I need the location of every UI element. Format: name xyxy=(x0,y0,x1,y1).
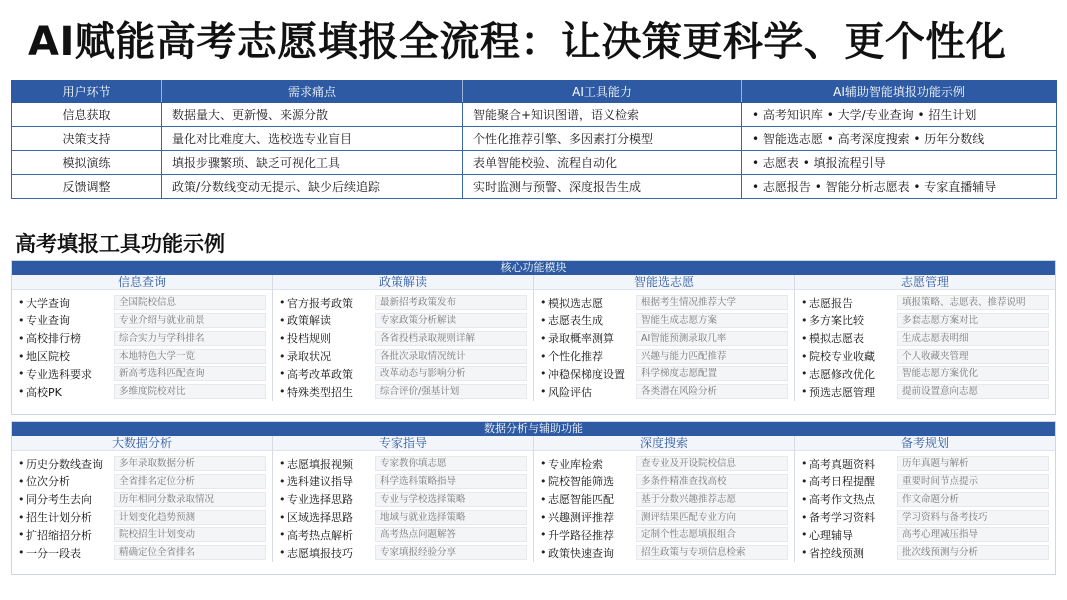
function-description: 各类潜在风险分析 xyxy=(636,384,788,399)
function-name: 高校PK xyxy=(26,385,62,399)
function-description: 定制个性志愿填报组合 xyxy=(636,527,788,542)
function-item xyxy=(540,347,788,364)
bullet-icon: • xyxy=(18,367,25,381)
function-name: 志愿填报视频 xyxy=(287,457,353,471)
table-cell: 反馈调整 xyxy=(12,175,162,199)
bullet-icon: • xyxy=(18,492,25,506)
bullet-icon: • xyxy=(18,546,25,560)
table-row xyxy=(12,127,1057,151)
bullet-icon: • xyxy=(279,474,286,488)
bullet-icon: • xyxy=(540,296,547,310)
function-description: 综合评价/强基计划 xyxy=(375,384,527,399)
bullet-icon: • xyxy=(801,528,808,542)
function-category xyxy=(795,436,1055,562)
function-name: 高考真题资料 xyxy=(809,457,875,471)
function-description: 最新招考政策发布 xyxy=(375,295,527,310)
bullet-icon: • xyxy=(801,296,808,310)
function-category xyxy=(534,436,795,562)
function-name: 政策快速查询 xyxy=(548,546,614,560)
function-description: 智能生成志愿方案 xyxy=(636,313,788,328)
function-item xyxy=(18,312,266,329)
function-name: 同分考生去向 xyxy=(26,493,92,507)
function-item xyxy=(279,491,527,508)
bullet-icon: • xyxy=(18,331,25,345)
bullet-icon: • xyxy=(18,313,25,327)
function-description: 综合实力与学科排名 xyxy=(114,331,266,346)
function-description: 各省投档录取规则详解 xyxy=(375,331,527,346)
function-name: 投档规则 xyxy=(287,332,331,346)
bullet-icon: • xyxy=(540,492,547,506)
function-item xyxy=(540,330,788,347)
function-description: 院校招生计划变动 xyxy=(114,527,266,542)
bullet-icon: • xyxy=(540,510,547,524)
function-name: 备考学习资料 xyxy=(809,511,875,525)
bullet-icon: • xyxy=(279,528,286,542)
function-item xyxy=(801,347,1049,364)
function-name: 模拟志愿表 xyxy=(809,332,864,346)
category-title: 信息查询 xyxy=(12,275,272,290)
function-name: 高考改革政策 xyxy=(287,367,353,381)
function-name: 院校智能筛选 xyxy=(548,475,614,489)
function-item xyxy=(279,312,527,329)
function-name: 高校排行榜 xyxy=(26,332,81,346)
bullet-icon: • xyxy=(540,474,547,488)
function-item xyxy=(279,508,527,525)
function-name: 扩招缩招分析 xyxy=(26,528,92,542)
function-description: 填报策略、志愿表、推荐说明 xyxy=(897,295,1049,310)
function-item xyxy=(279,365,527,382)
table-cell: • 高考知识库 • 大学/专业查询 • 招生计划 xyxy=(742,103,1057,127)
function-name: 省控线预测 xyxy=(809,546,864,560)
function-item xyxy=(18,491,266,508)
function-item xyxy=(801,526,1049,543)
function-item xyxy=(279,544,527,561)
function-name: 特殊类型招生 xyxy=(287,385,353,399)
function-description: 全省排名定位分析 xyxy=(114,474,266,489)
function-description: 专业介绍与就业前景 xyxy=(114,313,266,328)
table-header-cell: AI辅助智能填报功能示例 xyxy=(742,81,1057,103)
function-name: 高考热点解析 xyxy=(287,528,353,542)
function-item xyxy=(801,508,1049,525)
table-row xyxy=(12,103,1057,127)
function-name: 志愿表生成 xyxy=(548,314,603,328)
table-cell: 数据量大、更新慢、来源分散 xyxy=(162,103,463,127)
function-name: 升学路径推荐 xyxy=(548,528,614,542)
function-name: 院校专业收藏 xyxy=(809,350,875,364)
workflow-table xyxy=(11,80,1057,199)
function-item xyxy=(801,473,1049,490)
function-name: 历史分数线查询 xyxy=(26,457,103,471)
function-description: 个人收藏夹管理 xyxy=(897,349,1049,364)
page-title: AI赋能高考志愿填报全流程：让决策更科学、更个性化 xyxy=(28,19,1007,65)
function-item xyxy=(801,544,1049,561)
function-description: 提前设置意向志愿 xyxy=(897,384,1049,399)
function-item xyxy=(540,294,788,311)
function-item xyxy=(801,491,1049,508)
panel-columns xyxy=(12,436,1055,562)
bullet-icon: • xyxy=(279,313,286,327)
table-cell: 信息获取 xyxy=(12,103,162,127)
bullet-icon: • xyxy=(540,331,547,345)
function-name: 志愿智能匹配 xyxy=(548,493,614,507)
bullet-icon: • xyxy=(18,528,25,542)
bullet-icon: • xyxy=(801,313,808,327)
bullet-icon: • xyxy=(279,349,286,363)
category-title: 深度搜索 xyxy=(534,436,794,451)
function-name: 高考日程提醒 xyxy=(809,475,875,489)
function-category xyxy=(534,275,795,401)
function-name: 录取概率测算 xyxy=(548,332,614,346)
bullet-icon: • xyxy=(18,296,25,310)
table-cell: 决策支持 xyxy=(12,127,162,151)
function-item xyxy=(801,383,1049,400)
category-title: 大数据分析 xyxy=(12,436,272,451)
analysis-functions-panel xyxy=(11,421,1056,575)
function-item xyxy=(18,383,266,400)
category-title: 志愿管理 xyxy=(795,275,1055,290)
bullet-icon: • xyxy=(18,349,25,363)
function-name: 兴趣测评推荐 xyxy=(548,511,614,525)
function-description: 专业与学校选择策略 xyxy=(375,492,527,507)
function-item xyxy=(18,365,266,382)
table-cell: 政策/分数线变动无提示、缺少后续追踪 xyxy=(162,175,463,199)
panel-header: 核心功能模块 xyxy=(12,261,1055,275)
function-description: 生成志愿表明细 xyxy=(897,331,1049,346)
function-description: 作文命题分析 xyxy=(897,492,1049,507)
bullet-icon: • xyxy=(279,546,286,560)
function-description: 根据考生情况推荐大学 xyxy=(636,295,788,310)
panel-header: 数据分析与辅助功能 xyxy=(12,422,1055,436)
function-description: 兴趣与能力匹配推荐 xyxy=(636,349,788,364)
function-item xyxy=(801,294,1049,311)
bullet-icon: • xyxy=(18,474,25,488)
table-row xyxy=(12,151,1057,175)
bullet-icon: • xyxy=(540,313,547,327)
bullet-icon: • xyxy=(18,457,25,471)
bullet-icon: • xyxy=(279,492,286,506)
function-name: 多方案比较 xyxy=(809,314,864,328)
bullet-icon: • xyxy=(801,385,808,399)
function-item xyxy=(279,473,527,490)
bullet-icon: • xyxy=(801,457,808,471)
function-name: 心理辅导 xyxy=(809,528,853,542)
function-description: 科学选科策略指导 xyxy=(375,474,527,489)
function-description: 基于分数兴趣推荐志愿 xyxy=(636,492,788,507)
table-header-cell: AI工具能力 xyxy=(463,81,742,103)
function-name: 官方报考政策 xyxy=(287,296,353,310)
function-item xyxy=(801,312,1049,329)
panel-columns xyxy=(12,275,1055,401)
bullet-icon: • xyxy=(540,457,547,471)
table-cell: 实时监测与预警、深度报告生成 xyxy=(463,175,742,199)
function-name: 政策解读 xyxy=(287,314,331,328)
function-name: 位次分析 xyxy=(26,475,70,489)
function-name: 录取状况 xyxy=(287,350,331,364)
function-name: 专业选择思路 xyxy=(287,493,353,507)
table-cell: 个性化推荐引擎、多因素打分模型 xyxy=(463,127,742,151)
function-description: 测评结果匹配专业方向 xyxy=(636,510,788,525)
table-cell: 表单智能校验、流程自动化 xyxy=(463,151,742,175)
function-item xyxy=(18,330,266,347)
table-header-cell: 需求痛点 xyxy=(162,81,463,103)
function-description: 批次线预测与分析 xyxy=(897,545,1049,560)
function-description: 地域与就业选择策略 xyxy=(375,510,527,525)
table-cell: 填报步骤繁琐、缺乏可视化工具 xyxy=(162,151,463,175)
bullet-icon: • xyxy=(801,474,808,488)
function-name: 招生计划分析 xyxy=(26,511,92,525)
function-item xyxy=(18,526,266,543)
bullet-icon: • xyxy=(540,349,547,363)
function-item xyxy=(540,473,788,490)
function-description: AI智能预测录取几率 xyxy=(636,331,788,346)
function-name: 个性化推荐 xyxy=(548,350,603,364)
function-description: 专家政策分析解读 xyxy=(375,313,527,328)
function-name: 高考作文热点 xyxy=(809,493,875,507)
bullet-icon: • xyxy=(279,510,286,524)
table-cell: 模拟演练 xyxy=(12,151,162,175)
function-item xyxy=(18,473,266,490)
function-item xyxy=(540,312,788,329)
function-item xyxy=(18,347,266,364)
core-functions-panel xyxy=(11,260,1056,415)
function-item xyxy=(540,508,788,525)
table-cell: • 智能选志愿 • 高考深度搜索 • 历年分数线 xyxy=(742,127,1057,151)
function-item xyxy=(540,526,788,543)
function-item xyxy=(801,365,1049,382)
bullet-icon: • xyxy=(801,492,808,506)
function-item xyxy=(540,383,788,400)
bullet-icon: • xyxy=(279,457,286,471)
function-name: 选科建议指导 xyxy=(287,475,353,489)
function-name: 大学查询 xyxy=(26,296,70,310)
function-description: 专家填报经验分享 xyxy=(375,545,527,560)
function-description: 科学梯度志愿配置 xyxy=(636,366,788,381)
function-description: 历年真题与解析 xyxy=(897,456,1049,471)
function-name: 区域选择思路 xyxy=(287,511,353,525)
function-item xyxy=(279,347,527,364)
function-item xyxy=(540,365,788,382)
function-description: 新高考选科匹配查询 xyxy=(114,366,266,381)
category-title: 专家指导 xyxy=(273,436,533,451)
bullet-icon: • xyxy=(279,296,286,310)
table-header-row xyxy=(12,81,1057,103)
function-item xyxy=(540,491,788,508)
function-item xyxy=(279,330,527,347)
table-cell: • 志愿表 • 填报流程引导 xyxy=(742,151,1057,175)
function-description: 学习资料与备考技巧 xyxy=(897,510,1049,525)
function-name: 模拟选志愿 xyxy=(548,296,603,310)
function-description: 本地特色大学一览 xyxy=(114,349,266,364)
function-description: 多套志愿方案对比 xyxy=(897,313,1049,328)
function-category xyxy=(12,275,273,401)
function-category xyxy=(795,275,1055,401)
function-description: 改革动态与影响分析 xyxy=(375,366,527,381)
bullet-icon: • xyxy=(279,385,286,399)
bullet-icon: • xyxy=(540,385,547,399)
bullet-icon: • xyxy=(18,510,25,524)
bullet-icon: • xyxy=(540,528,547,542)
table-cell: 量化对比难度大、选校选专业盲目 xyxy=(162,127,463,151)
function-description: 历年相同分数录取情况 xyxy=(114,492,266,507)
table-cell: • 志愿报告 • 智能分析志愿表 • 专家直播辅导 xyxy=(742,175,1057,199)
bullet-icon: • xyxy=(801,510,808,524)
function-name: 志愿修改优化 xyxy=(809,367,875,381)
function-description: 招生政策与专项信息检索 xyxy=(636,545,788,560)
bullet-icon: • xyxy=(801,546,808,560)
function-category xyxy=(273,436,534,562)
function-item xyxy=(279,294,527,311)
function-description: 多维度院校对比 xyxy=(114,384,266,399)
function-description: 高考热点问题解答 xyxy=(375,527,527,542)
bullet-icon: • xyxy=(279,331,286,345)
bullet-icon: • xyxy=(18,385,25,399)
function-item xyxy=(801,330,1049,347)
function-description: 查专业及开设院校信息 xyxy=(636,456,788,471)
function-name: 预选志愿管理 xyxy=(809,385,875,399)
table-header-cell: 用户环节 xyxy=(12,81,162,103)
bullet-icon: • xyxy=(801,349,808,363)
function-item xyxy=(18,294,266,311)
function-item xyxy=(279,526,527,543)
function-name: 冲稳保梯度设置 xyxy=(548,367,625,381)
bullet-icon: • xyxy=(801,331,808,345)
function-description: 智能志愿方案优化 xyxy=(897,366,1049,381)
function-description: 高考心理减压指导 xyxy=(897,527,1049,542)
function-item xyxy=(279,455,527,472)
function-description: 精确定位全省排名 xyxy=(114,545,266,560)
function-name: 一分一段表 xyxy=(26,546,81,560)
function-item xyxy=(18,508,266,525)
category-title: 备考规划 xyxy=(795,436,1055,451)
function-item xyxy=(18,544,266,561)
function-description: 重要时间节点提示 xyxy=(897,474,1049,489)
function-item xyxy=(18,455,266,472)
function-description: 计划变化趋势预测 xyxy=(114,510,266,525)
function-category xyxy=(273,275,534,401)
function-name: 专业选科要求 xyxy=(26,367,92,381)
function-item xyxy=(540,455,788,472)
section-title: 高考填报工具功能示例 xyxy=(15,232,225,256)
function-description: 专家教你填志愿 xyxy=(375,456,527,471)
table-cell: 智能聚合+知识图谱，语义检索 xyxy=(463,103,742,127)
function-name: 专业库检索 xyxy=(548,457,603,471)
table-row xyxy=(12,175,1057,199)
category-title: 智能选志愿 xyxy=(534,275,794,290)
bullet-icon: • xyxy=(279,367,286,381)
function-name: 地区院校 xyxy=(26,350,70,364)
function-item xyxy=(279,383,527,400)
function-name: 风险评估 xyxy=(548,385,592,399)
function-item xyxy=(801,455,1049,472)
function-name: 志愿填报技巧 xyxy=(287,546,353,560)
category-title: 政策解读 xyxy=(273,275,533,290)
bullet-icon: • xyxy=(540,367,547,381)
bullet-icon: • xyxy=(540,546,547,560)
function-category xyxy=(12,436,273,562)
function-description: 全国院校信息 xyxy=(114,295,266,310)
bullet-icon: • xyxy=(801,367,808,381)
function-item xyxy=(540,544,788,561)
function-description: 各批次录取情况统计 xyxy=(375,349,527,364)
function-name: 专业查询 xyxy=(26,314,70,328)
function-name: 志愿报告 xyxy=(809,296,853,310)
function-description: 多年录取数据分析 xyxy=(114,456,266,471)
function-description: 多条件精准查找高校 xyxy=(636,474,788,489)
